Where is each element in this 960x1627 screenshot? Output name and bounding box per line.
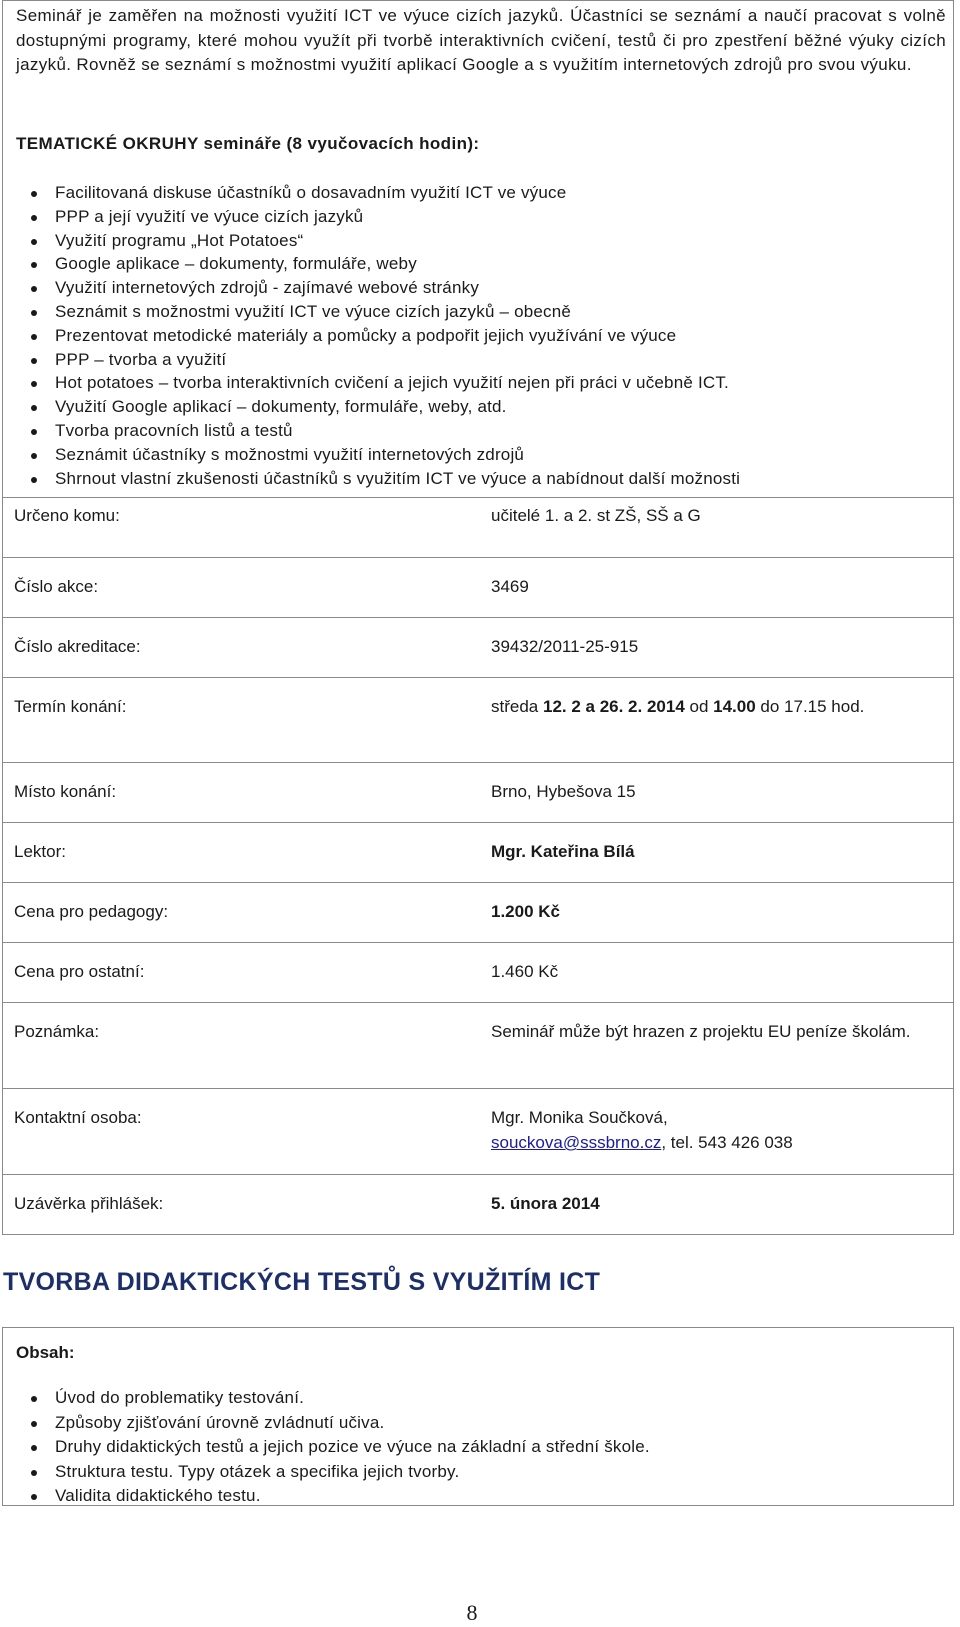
list-item: Využití programu „Hot Potatoes“ [3, 229, 740, 253]
section-title: TVORBA DIDAKTICKÝCH TESTŮ S VYUŽITÍM ICT [3, 1268, 601, 1296]
list-item: Úvod do problematiky testování. [3, 1386, 650, 1411]
contact-email-link[interactable]: souckova@sssbrno.cz [491, 1133, 662, 1152]
obsah-list [3, 1386, 650, 1509]
list-item: Validita didaktického testu. [3, 1484, 650, 1509]
list-item: Způsoby zjišťování úrovně zvládnutí učiva. [3, 1411, 650, 1436]
row-value [491, 694, 916, 719]
row-label: Uzávěrka přihlášek: [14, 1194, 164, 1213]
list-item: Google aplikace – dokumenty, formuláře, weby [3, 252, 740, 276]
list-item: PPP – tvorba a využití [3, 348, 740, 372]
row-value: 39432/2011-25-915 [491, 637, 639, 656]
list-item: Tvorba pracovních listů a testů [3, 419, 740, 443]
info-row-cena-ostatni [2, 943, 954, 1003]
termin-dates: 12. 2 a 26. 2. 2014 [542, 697, 685, 716]
row-label: Termín konání: [14, 697, 127, 716]
seminar-description-box [2, 0, 954, 498]
row-value [491, 1105, 931, 1155]
row-label: Číslo akce: [14, 577, 99, 596]
info-row-poznamka [2, 1003, 954, 1089]
list-item: PPP a její využití ve výuce cizích jazyků [3, 205, 740, 229]
info-row-kontakt [2, 1089, 954, 1175]
list-item: Prezentovat metodické materiály a pomůcky a podpořit jejich využívání ve výuce [3, 324, 740, 348]
termin-day: středa [491, 697, 543, 716]
list-item: Druhy didaktických testů a jejich pozice ve výuce na základní a střední škole. [3, 1435, 650, 1460]
row-label: Cena pro ostatní: [14, 962, 145, 981]
row-label: Kontaktní osoba: [14, 1108, 142, 1127]
row-label: Číslo akreditace: [14, 637, 141, 656]
row-label: Cena pro pedagogy: [14, 902, 169, 921]
contact-name: Mgr. Monika Součková, [491, 1108, 668, 1127]
row-label: Lektor: [14, 842, 66, 861]
info-row-uzaverka [2, 1175, 954, 1235]
info-row-akreditace [2, 618, 954, 678]
list-item: Hot potatoes – tvorba interaktivních cvičení a jejich využití nejen při práci v učebně ICT. [3, 371, 740, 395]
info-row-lektor [2, 823, 954, 883]
list-item: Seznámit účastníky s možnostmi využití internetových zdrojů [3, 443, 740, 467]
row-value: učitelé 1. a 2. st ZŠ, SŠ a G [491, 506, 701, 525]
row-value: 1.200 Kč [491, 902, 560, 921]
info-row-termin [2, 678, 954, 763]
info-row-cislo-akce [2, 558, 954, 618]
obsah-label: Obsah: [16, 1343, 75, 1362]
row-value: 1.460 Kč [491, 962, 559, 981]
list-item: Využití internetových zdrojů - zajímavé webové stránky [3, 276, 740, 300]
info-row-misto [2, 763, 954, 823]
row-value: Brno, Hybešova 15 [491, 782, 636, 801]
topics-heading: TEMATICKÉ OKRUHY semináře (8 vyučovacích hodin): [16, 134, 480, 153]
row-value: 3469 [491, 577, 529, 596]
list-item: Facilitovaná diskuse účastníků o dosavadním využití ICT ve výuce [3, 181, 740, 205]
row-value: Mgr. Kateřina Bílá [491, 842, 635, 861]
page-number: 8 [466, 1600, 478, 1625]
contact-phone: , tel. 543 426 038 [661, 1133, 793, 1152]
list-item: Shrnout vlastní zkušenosti účastníků s využitím ICT ve výuce a nabídnout další možnosti [3, 467, 740, 491]
intro-paragraph: Seminář je zaměřen na možnosti využití ICT ve výuce cizích jazyků. Účastníci se seznámí a naučí pracovat s volně dostupnými programy, které mohou využít při tvorbě interaktivních cvičení, testů či pro zpestření běžné výuky cizích jazyků. Rovněž se seznámí s možnostmi využití aplikací Google a s využitím internetových zdrojů pro svou výuku. [16, 6, 946, 74]
row-label: Místo konání: [14, 782, 117, 801]
info-row-cena-pedagogy [2, 883, 954, 943]
list-item: Struktura testu. Typy otázek a specifika jejich tvorby. [3, 1460, 650, 1485]
termin-end-time: do 17.15 hod. [755, 697, 865, 716]
list-item: Využití Google aplikací – dokumenty, formuláře, weby, atd. [3, 395, 740, 419]
topics-list [3, 181, 740, 490]
row-label: Poznámka: [14, 1022, 100, 1041]
termin-start-time: 14.00 [713, 697, 756, 716]
info-row-urceno [2, 498, 954, 558]
row-value: 5. února 2014 [491, 1194, 600, 1213]
obsah-box [2, 1327, 954, 1506]
row-label: Určeno komu: [14, 506, 120, 525]
termin-from: od [684, 697, 714, 716]
row-value: Seminář může být hrazen z projektu EU peníze školám. [491, 1022, 911, 1041]
list-item: Seznámit s možnostmi využití ICT ve výuce cizích jazyků – obecně [3, 300, 740, 324]
